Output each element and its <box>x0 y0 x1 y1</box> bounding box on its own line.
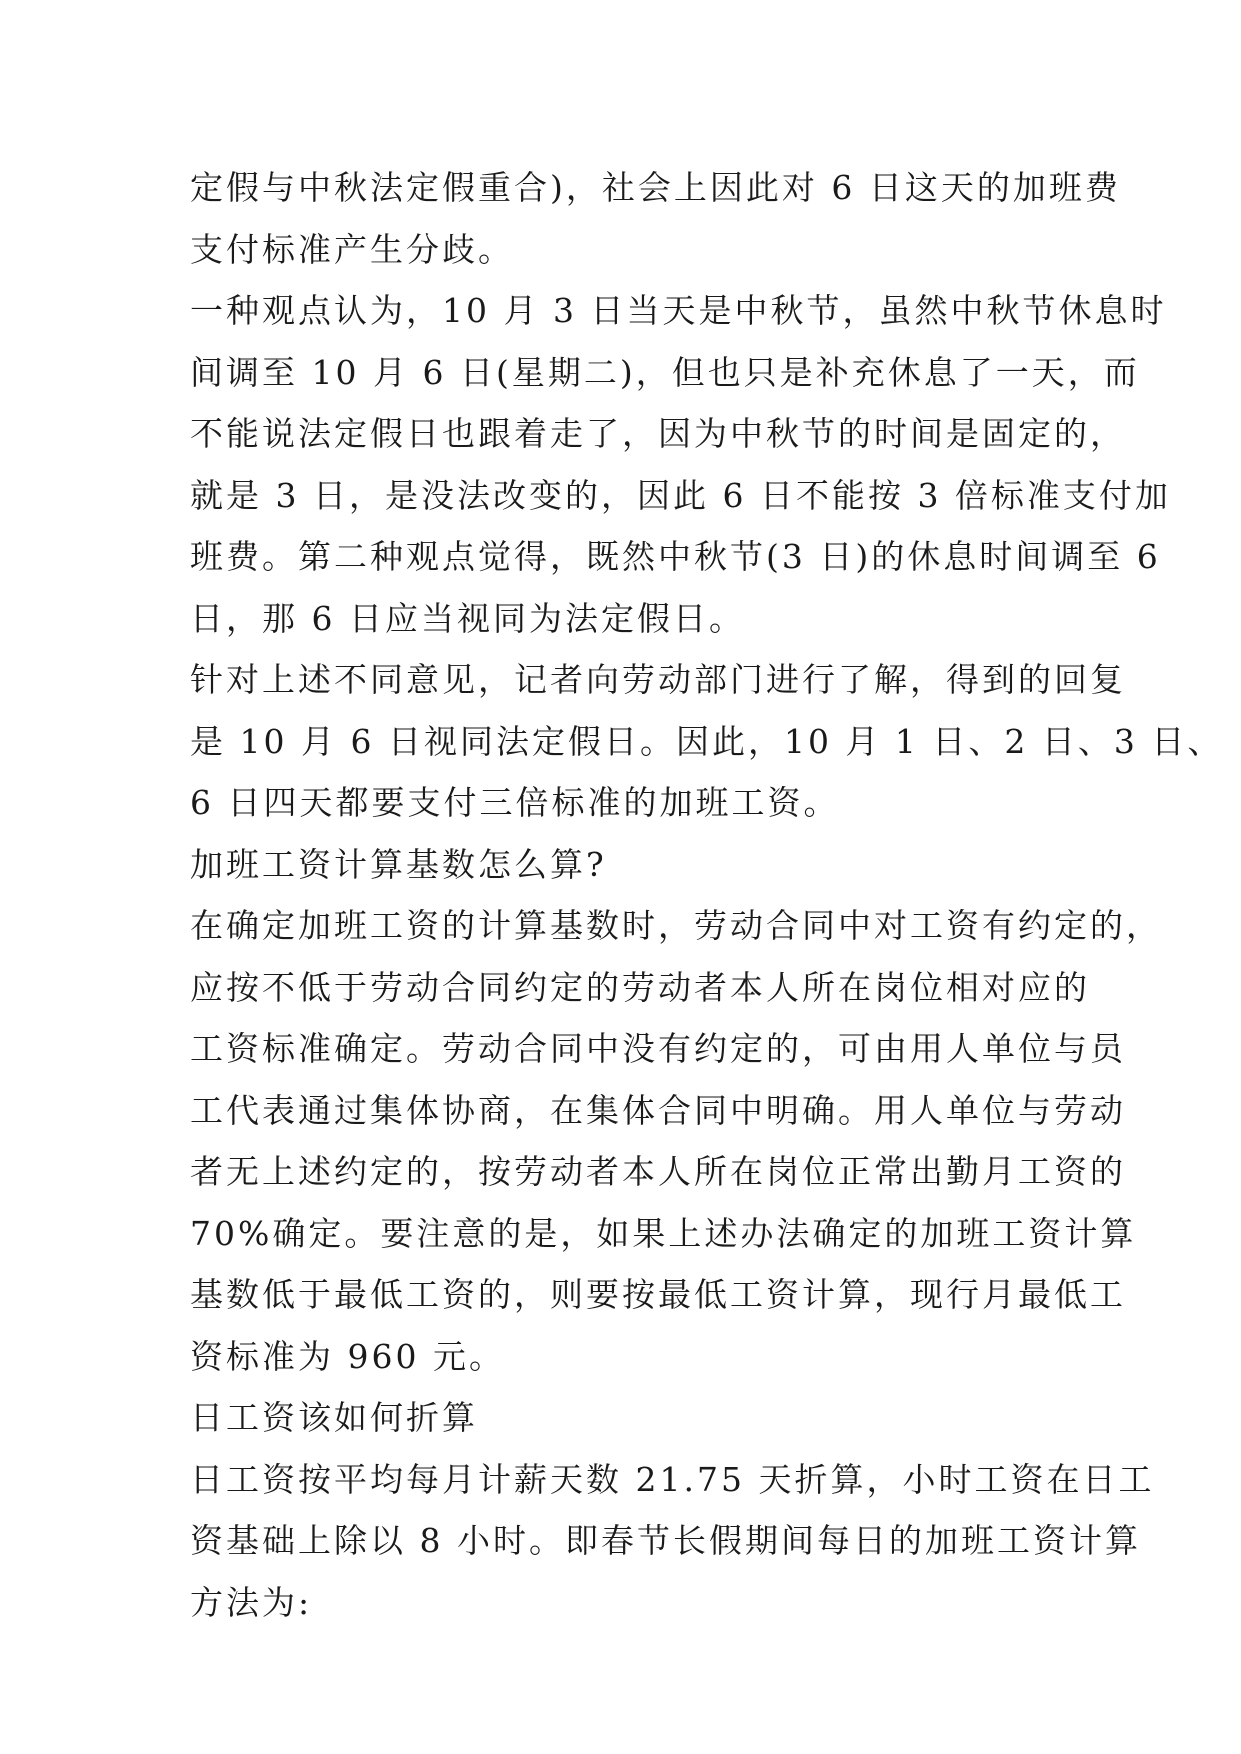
text-line: 6 日四天都要支付三倍标准的加班工资。 <box>190 783 840 822</box>
text-line: 日，那 6 日应当视同为法定假日。 <box>190 598 745 638</box>
text-line: 70%确定。要注意的是，如果上述办法确定的加班工资计算 <box>190 1213 1137 1253</box>
text-line: 者无上述约定的，按劳动者本人所在岗位正常出勤月工资的 <box>190 1152 1126 1191</box>
section-heading: 加班工资计算基数怎么算? <box>190 844 607 884</box>
text-line: 就是 3 日，是没法改变的，因此 6 日不能按 3 倍标准支付加 <box>190 475 1171 515</box>
text-line: 一种观点认为，10 月 3 日当天是中秋节，虽然中秋节休息时 <box>190 291 1167 330</box>
text-line: 间调至 10 月 6 日(星期二)，但也只是补充休息了一天，而 <box>190 352 1140 392</box>
text-line: 资标准为 960 元。 <box>190 1336 505 1376</box>
section-heading: 日工资该如何折算 <box>190 1398 478 1437</box>
text-line: 针对上述不同意见，记者向劳动部门进行了解，得到的回复 <box>190 660 1126 699</box>
text-line: 不能说法定假日也跟着走了，因为中秋节的时间是固定的， <box>190 414 1126 453</box>
document-body <box>190 157 1224 1633</box>
text-line: 在确定加班工资的计算基数时，劳动合同中对工资有约定的， <box>190 906 1162 945</box>
text-line: 定假与中秋法定假重合)，社会上因此对 6 日这天的加班费 <box>190 168 1121 207</box>
text-line: 基数低于最低工资的，则要按最低工资计算，现行月最低工 <box>190 1275 1126 1314</box>
text-line: 应按不低于劳动合同约定的劳动者本人所在岗位相对应的 <box>190 967 1090 1007</box>
text-line: 资基础上除以 8 小时。即春节长假期间每日的加班工资计算 <box>190 1521 1141 1560</box>
text-line: 工资标准确定。劳动合同中没有约定的，可由用人单位与员 <box>190 1029 1126 1068</box>
text-line: 支付标准产生分歧。 <box>190 229 514 269</box>
text-line: 班费。第二种观点觉得，既然中秋节(3 日)的休息时间调至 6 <box>190 537 1161 576</box>
text-line: 日工资按平均每月计薪天数 21.75 天折算，小时工资在日工 <box>190 1459 1155 1499</box>
text-line: 是 10 月 6 日视同法定假日。因此，10 月 1 日、2 日、3 日、 <box>190 721 1224 761</box>
text-line: 方法为: <box>190 1582 313 1622</box>
text-line: 工代表通过集体协商，在集体合同中明确。用人单位与劳动 <box>190 1090 1126 1130</box>
